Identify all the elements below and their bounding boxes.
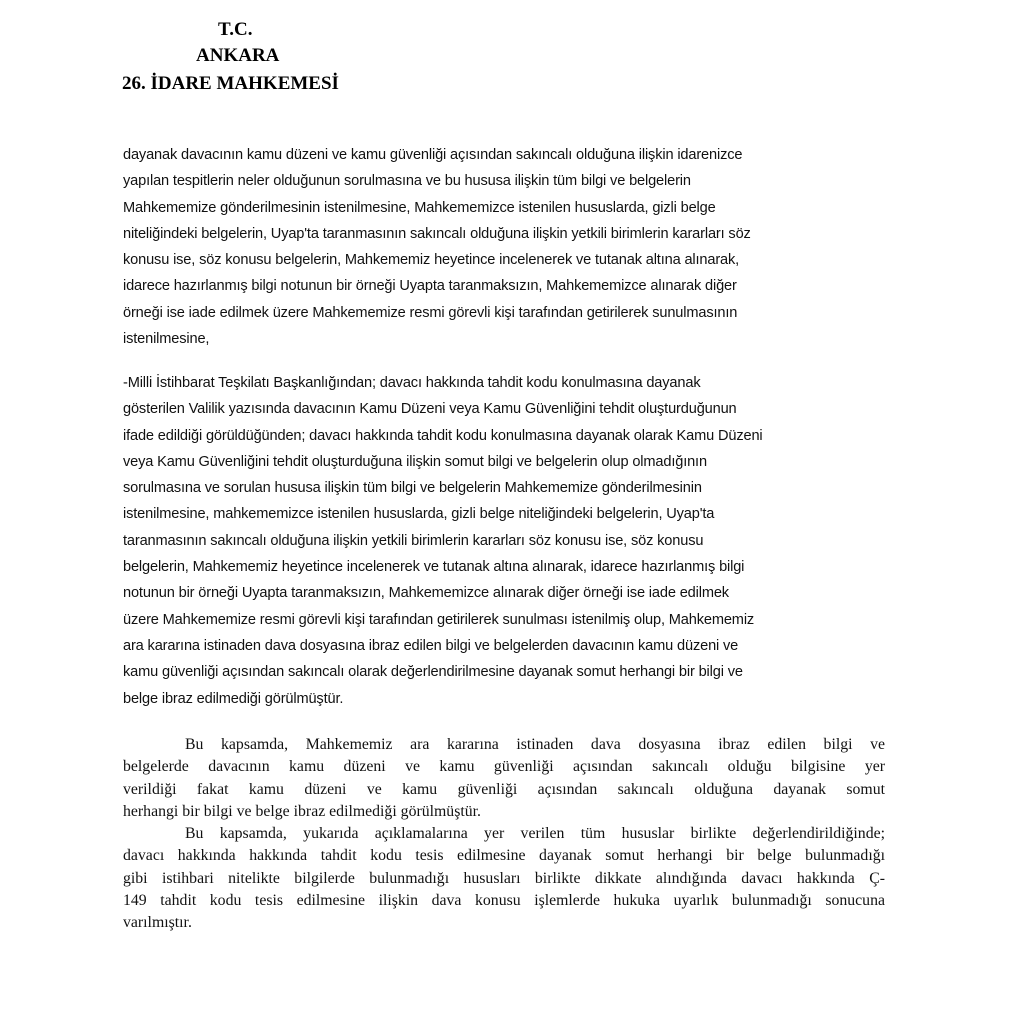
text-line: Bu kapsamda, Mahkememiz ara kararına istinaden dava dosyasına ibraz edilen bilgi ve [185, 736, 885, 753]
text-line: üzere Mahkememize resmi görevli kişi tarafından getirilerek sunulması istenilmiş olup, Mahkememiz [123, 611, 755, 628]
text-line: niteliğindeki belgelerin, Uyap'ta taranmasının sakıncalı olduğuna ilişkin yetkili birimlerin kararları söz [123, 225, 751, 242]
paragraph-serif-2 [123, 823, 885, 934]
text-line: sorulmasına ve sorulan hususa ilişkin tüm bilgi ve belgelerin Mahkememize gönderilmesinin [123, 480, 702, 497]
text-line: belgelerin, Mahkememiz heyetince incelenerek ve tutanak altına alınarak, idarece hazırlanmış bilgi [123, 559, 745, 576]
text-line: idarece hazırlanmış bilgi notunun bir örneği Uyapta taranmaksızın, Mahkememizce alınarak diğer [123, 278, 737, 295]
text-line: -Milli İstihbarat Teşkilatı Başkanlığından; davacı hakkında tahdit kodu konulmasına dayanak [123, 375, 701, 391]
header-court-name: 26. İDARE MAHKEMESİ [122, 73, 339, 94]
header-city: ANKARA [196, 45, 280, 66]
text-line: gösterilen Valilik yazısında davacının Kamu Düzeni veya Kamu Güvenliğini tehdit oluşturduğunun [123, 401, 737, 418]
text-line: istenilmesine, [123, 331, 210, 348]
text-line: 149 tahdit kodu tesis edilmesine ilişkin dava konusu işlemlerde hukuka uyarlık bulunmadığı sonucuna [123, 891, 885, 909]
paragraph-serif-1 [123, 734, 885, 823]
text-line: gibi istihbari nitelikte bilgilerde bulunmadığı hususları birlikte dikkate alındığında davacı hakkında Ç- [123, 869, 885, 887]
text-line: belgelerde davacının kamu düzeni ve kamu güvenliği açısından sakıncalı olduğu bilgisine yer [123, 758, 885, 776]
text-line: notunun bir örneği Uyapta taranmaksızın, Mahkememizce alınarak diğer örneği ise iade edilmek [123, 585, 729, 602]
text-line: taranmasının sakıncalı olduğuna ilişkin yetkili birimlerin kararları söz konusu ise, söz konusu [123, 532, 704, 549]
text-line: istenilmesine, mahkememizce istenilen hususlarda, gizli belge niteliğindeki belgelerin, Uyap'ta [123, 506, 715, 523]
paragraph-sans-1 [123, 142, 751, 352]
text-line: Bu kapsamda, yukarıda açıklamalarına yer verilen tüm hususlar birlikte değerlendirildiğinde; [185, 825, 885, 842]
text-line: konusu ise, söz konusu belgelerin, Mahkememiz heyetince incelenerek ve tutanak altına alınarak, [123, 252, 740, 269]
text-line: örneği ise iade edilmek üzere Mahkememize resmi görevli kişi tarafından getirilerek sunulmasının [123, 304, 738, 321]
text-line: Mahkememize gönderilmesinin istenilmesine, Mahkememizce istenilen hususlarda, gizli belge [123, 199, 716, 216]
header-tc: T.C. [218, 19, 253, 40]
text-line: varılmıştır. [123, 914, 192, 932]
text-line: verildiği fakat kamu düzeni ve kamu güvenliği açısından sakıncalı olduğuna dayanak somut [123, 780, 885, 798]
text-line: yapılan tespitlerin neler olduğunun sorulmasına ve bu hususa ilişkin tüm bilgi ve belgelerin [123, 173, 691, 190]
text-line: davacı hakkında hakkında tahdit kodu tesis edilmesine dayanak somut herhangi bir belge bulunmadığı [123, 847, 885, 865]
text-line: kamu güvenliği açısından sakıncalı olarak değerlendirilmesine dayanak somut herhangi bir bilgi ve [123, 664, 743, 681]
text-line: veya Kamu Güvenliğini tehdit oluşturduğuna ilişkin somut bilgi ve belgelerin olup olmadığının [123, 453, 707, 470]
text-line: herhangi bir bilgi ve belge ibraz edilmediği görülmüştür. [123, 802, 481, 820]
text-line: ifade edildiği görüldüğünden; davacı hakkında tahdit kodu konulmasına dayanak olarak Kamu Düzeni [123, 427, 763, 444]
text-line: ara kararına istinaden dava dosyasına ibraz edilen bilgi ve belgelerden davacının kamu düzeni ve [123, 637, 739, 654]
text-line: dayanak davacının kamu düzeni ve kamu güvenliği açısından sakıncalı olduğuna ilişkin idarenizce [123, 147, 743, 163]
text-line: belge ibraz edilmediği görülmüştür. [123, 690, 344, 707]
paragraph-sans-2 [123, 370, 763, 712]
